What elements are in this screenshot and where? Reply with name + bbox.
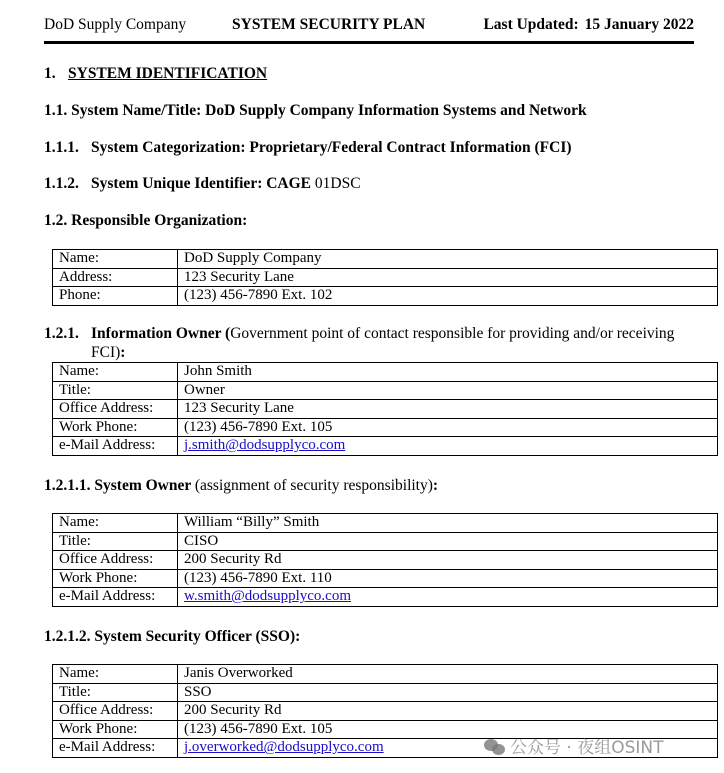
row-key: e-Mail Address:	[53, 588, 178, 607]
section-number: 1.2.1.	[44, 325, 79, 342]
section-number: 1.1.1.	[44, 139, 79, 156]
section-1-2-1-2-heading: 1.2.1.2. System Security Officer (SSO):	[44, 628, 301, 645]
table-row	[53, 514, 718, 533]
table-row	[53, 569, 718, 588]
row-key: Title:	[53, 683, 178, 702]
section-title: SYSTEM IDENTIFICATION	[68, 65, 268, 82]
row-key: Office Address:	[53, 551, 178, 570]
cage-code: 01DSC	[314, 175, 361, 192]
table-row	[53, 250, 718, 269]
row-key: Address:	[53, 268, 178, 287]
row-value: 200 Security Rd	[178, 702, 718, 721]
row-value: (123) 456-7890 Ext. 110	[178, 569, 718, 588]
row-key: e-Mail Address:	[53, 739, 178, 758]
row-value: CISO	[178, 532, 718, 551]
watermark	[484, 733, 664, 758]
section-colon: :	[432, 477, 439, 494]
table-row	[53, 400, 718, 419]
section-1-2-1-heading	[44, 325, 674, 343]
table-row	[53, 381, 718, 400]
row-value: SSO	[178, 683, 718, 702]
email-link[interactable]: j.overworked@dodsupplyco.com	[184, 739, 384, 756]
section-1-1-1-heading	[44, 139, 572, 157]
wechat-icon	[484, 739, 506, 755]
row-value: John Smith	[178, 363, 718, 382]
row-key: Name:	[53, 665, 178, 684]
row-value: Owner	[178, 381, 718, 400]
row-key: Phone:	[53, 287, 178, 306]
last-updated-label: Last Updated:	[483, 16, 579, 33]
section-1-2-1-continuation	[91, 344, 125, 362]
section-1-2-1-1-heading	[44, 477, 438, 495]
section-text: System Categorization: Proprietary/Federal Contract Information (FCI)	[91, 139, 572, 156]
row-key: Title:	[53, 532, 178, 551]
table-row	[53, 551, 718, 570]
row-key: Name:	[53, 250, 178, 269]
table-row	[53, 532, 718, 551]
table-row	[53, 363, 718, 382]
row-key: Office Address:	[53, 400, 178, 419]
row-value: 123 Security Lane	[178, 268, 718, 287]
section-number: 1.	[44, 65, 56, 82]
section-label: Information Owner (	[91, 325, 231, 342]
table-row	[53, 418, 718, 437]
table-row	[53, 683, 718, 702]
row-value: DoD Supply Company	[178, 250, 718, 269]
row-value: William “Billy” Smith	[178, 514, 718, 533]
row-value: (123) 456-7890 Ext. 105	[178, 720, 718, 739]
header-rule	[44, 41, 694, 44]
table-row	[53, 665, 718, 684]
page-header	[44, 16, 694, 38]
header-doc-title: SYSTEM SECURITY PLAN	[232, 16, 426, 33]
section-1-heading	[44, 65, 267, 83]
table-row	[53, 268, 718, 287]
table-row	[53, 702, 718, 721]
row-value: 123 Security Lane	[178, 400, 718, 419]
section-description: Government point of contact responsible for providing and/or receiving	[230, 325, 675, 342]
row-value: 200 Security Rd	[178, 551, 718, 570]
table-row	[53, 588, 718, 607]
row-key: e-Mail Address:	[53, 437, 178, 456]
header-company: DoD Supply Company	[44, 16, 187, 33]
section-description: (assignment of security responsibility)	[194, 477, 433, 494]
responsible-org-table	[52, 249, 718, 306]
table-row	[53, 437, 718, 456]
system-owner-table	[52, 513, 718, 607]
information-owner-table	[52, 362, 718, 456]
row-key: Office Address:	[53, 702, 178, 721]
row-key: Work Phone:	[53, 720, 178, 739]
row-key: Title:	[53, 381, 178, 400]
row-key: Work Phone:	[53, 418, 178, 437]
watermark-text: 公众号 · 夜组OSINT	[510, 738, 664, 758]
email-link[interactable]: w.smith@dodsupplyco.com	[184, 588, 351, 605]
header-last-updated	[483, 16, 694, 34]
section-colon: :	[120, 344, 126, 361]
email-link[interactable]: j.smith@dodsupplyco.com	[184, 437, 346, 454]
row-key: Name:	[53, 363, 178, 382]
row-key: Work Phone:	[53, 569, 178, 588]
section-1-2-heading: 1.2. Responsible Organization:	[44, 212, 248, 229]
row-value: Janis Overworked	[178, 665, 718, 684]
section-label: System Unique Identifier: CAGE	[91, 175, 312, 192]
section-1-1-2-heading	[44, 175, 361, 193]
row-value	[178, 588, 718, 607]
row-value: (123) 456-7890 Ext. 102	[178, 287, 718, 306]
section-description-cont: FCI)	[91, 344, 121, 361]
row-value: (123) 456-7890 Ext. 105	[178, 418, 718, 437]
table-row	[53, 287, 718, 306]
section-1-1-heading: 1.1. System Name/Title: DoD Supply Company Information Systems and Network	[44, 102, 587, 119]
last-updated-date: 15 January 2022	[584, 16, 694, 33]
section-number: 1.1.2.	[44, 175, 79, 192]
section-label: 1.2.1.1. System Owner	[44, 477, 191, 494]
row-value	[178, 437, 718, 456]
row-key: Name:	[53, 514, 178, 533]
